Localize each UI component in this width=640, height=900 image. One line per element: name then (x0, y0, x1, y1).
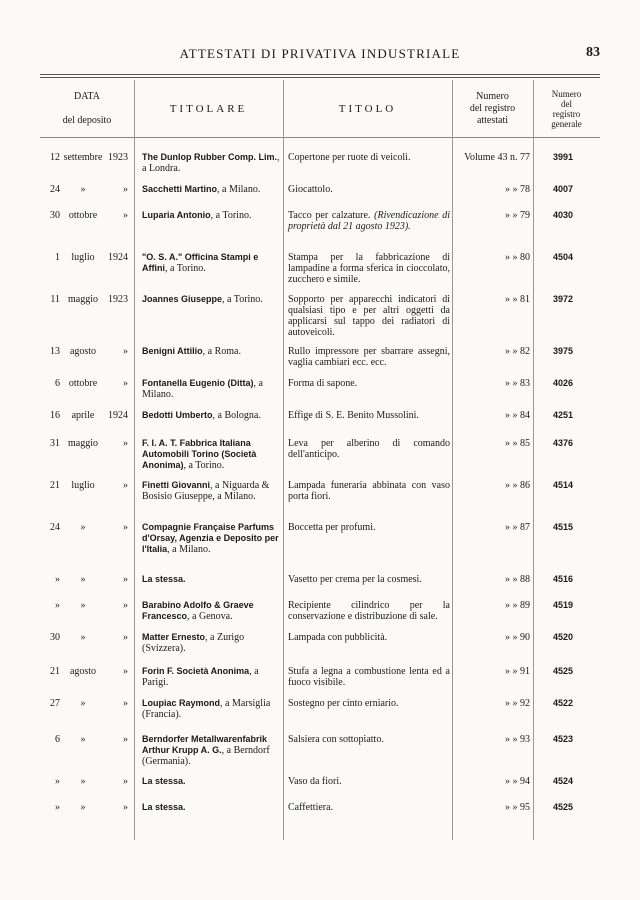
register-number: » » 94 (505, 776, 530, 787)
holder-place: , a Torino. (165, 263, 206, 274)
general-register-number: 4519 (552, 600, 574, 610)
date-year: 1924 (108, 252, 128, 263)
date-year: » (123, 776, 128, 787)
date-month: » (80, 522, 86, 533)
title-cell (288, 252, 450, 285)
holder-name: Compagnie Française Parfums d'Orsay, Agenzia e Deposito per l'Italia (142, 522, 279, 554)
date-year: » (123, 698, 128, 709)
title-text: Tacco per calzature. (288, 210, 375, 221)
column-header-general: Numero del registro generale (551, 89, 582, 129)
date-year: » (123, 734, 128, 745)
holder-cell (142, 252, 282, 274)
register-number: Volume 43 n. 77 (464, 152, 530, 163)
title-cell (288, 184, 450, 195)
deposit-date (46, 184, 130, 195)
holder-cell (142, 438, 282, 471)
top-rule-double (40, 77, 600, 78)
holder-cell (142, 734, 282, 767)
register-number: » » 87 (505, 522, 530, 533)
date-month: » (80, 734, 86, 745)
general-register-number: 3975 (552, 346, 574, 356)
holder-place: , a Torino. (210, 210, 252, 221)
holder-place: , a Genova. (187, 611, 233, 622)
deposit-date (46, 410, 130, 421)
date-year: » (123, 802, 128, 813)
date-year: » (123, 666, 128, 677)
holder-place: , a Milano. (167, 544, 211, 555)
holder-cell (142, 294, 282, 305)
holder-place: , a Marsiglia (Francia). (142, 698, 271, 720)
deposit-date (46, 666, 130, 677)
date-month: » (80, 776, 86, 787)
date-year: » (123, 378, 128, 389)
deposit-date (46, 574, 130, 585)
date-month: settembre (63, 152, 103, 163)
holder-place: , a Berndorf (Germania). (142, 745, 270, 767)
general-register-number: 4030 (552, 210, 574, 220)
register-number: » » 86 (505, 480, 530, 491)
register-number: » » 92 (505, 698, 530, 709)
header-rule (40, 137, 600, 138)
holder-cell (142, 522, 282, 555)
holder-cell (142, 184, 282, 195)
general-register-number: 4376 (552, 438, 574, 448)
page-title: ATTESTATI DI PRIVATIVA INDUSTRIALE (179, 46, 461, 61)
date-month: aprile (71, 410, 95, 421)
holder-name: Barabino Adolfo & Graeve Francesco (142, 600, 254, 621)
deposit-date (46, 438, 130, 449)
date-day: 1 (55, 252, 60, 263)
holder-place: , a Londra. (142, 152, 280, 174)
holder-place: , a Milano. (217, 184, 261, 195)
title-text: Effige di S. E. Benito Mussolini. (288, 410, 419, 421)
holder-place: , a Roma. (202, 346, 241, 357)
holder-name: La stessa. (142, 574, 186, 584)
register-number: » » 91 (505, 666, 530, 677)
deposit-date (46, 346, 130, 357)
title-cell (288, 632, 450, 643)
date-year: » (123, 346, 128, 357)
title-cell (288, 600, 450, 622)
register-number: » » 88 (505, 574, 530, 585)
title-text: Sostegno per cinto erniario. (288, 698, 399, 709)
register-number: » » 81 (505, 294, 530, 305)
holder-name: F. I. A. T. Fabbrica Italiana Automobili Torino (Società Anonima) (142, 438, 257, 470)
holder-cell (142, 666, 282, 688)
date-month: ottobre (68, 210, 98, 221)
holder-place: , a Torino. (222, 294, 263, 305)
title-text: Sopporto per apparecchi indicatori di qualsiasi tipo e per altri oggetti da applicarsi sul tappo dei radiatori di autoveicoli. (288, 294, 450, 338)
holder-place: , a Torino. (183, 460, 225, 471)
date-year: » (123, 210, 128, 221)
title-text: Salsiera con sottopiatto. (288, 734, 384, 745)
holder-name: Fontanella Eugenio (Ditta) (142, 378, 254, 388)
date-year: 1923 (108, 294, 128, 305)
deposit-date (46, 152, 130, 163)
general-register-number: 4515 (552, 522, 574, 532)
deposit-date (46, 802, 130, 813)
title-cell (288, 522, 450, 533)
holder-name: Joannes Giuseppe (142, 294, 223, 304)
deposit-date (46, 698, 130, 709)
date-day: 12 (50, 152, 60, 163)
column-header-title: TITOLO (338, 103, 397, 115)
column-header-date: DATA del deposito (62, 91, 112, 126)
title-cell (288, 294, 450, 338)
date-month: agosto (69, 346, 97, 357)
title-text: Caffettiera. (288, 802, 334, 813)
holder-place: , a Bologna. (212, 410, 261, 421)
date-day: 11 (50, 294, 60, 305)
holder-cell (142, 210, 282, 221)
title-cell (288, 698, 450, 709)
title-text: Recipiente cilindrico per la conservazione e distribuzione di sale. (288, 600, 450, 622)
deposit-date (46, 252, 130, 263)
date-month: maggio (68, 294, 98, 305)
title-text: Boccetta per profumi. (288, 522, 376, 533)
title-cell (288, 346, 450, 368)
general-register-number: 4504 (552, 252, 574, 262)
holder-name: The Dunlop Rubber Comp. Lim. (142, 152, 277, 162)
holder-cell (142, 776, 282, 787)
date-month: » (80, 698, 86, 709)
date-day: 21 (50, 480, 60, 491)
title-cell (288, 152, 450, 163)
general-register-number: 4522 (552, 698, 574, 708)
register-number: » » 85 (505, 438, 530, 449)
date-year: » (123, 600, 128, 611)
date-month: ottobre (68, 378, 98, 389)
date-year: 1924 (108, 410, 128, 421)
column-header-register: Numero del registro attestati (469, 91, 516, 126)
holder-cell (142, 378, 282, 400)
holder-cell (142, 480, 282, 502)
date-day: » (55, 802, 60, 813)
title-cell (288, 210, 450, 232)
date-day: » (55, 574, 60, 585)
general-register-number: 3972 (552, 294, 574, 304)
holder-cell (142, 802, 282, 813)
date-day: 13 (50, 346, 60, 357)
page-number: 83 (586, 45, 600, 60)
general-register-number: 4524 (552, 776, 574, 786)
register-number: » » 90 (505, 632, 530, 643)
holder-cell (142, 600, 282, 622)
title-italic-note: (Rivendicazione di proprietà dal 21 agosto 1923). (288, 210, 451, 232)
holder-name: Finetti Giovanni (142, 480, 211, 490)
holder-cell (142, 698, 282, 720)
title-text: Rullo impressore per sbarrare assegni, vaglia cambiari ecc. ecc. (288, 346, 450, 368)
title-cell (288, 378, 450, 389)
date-day: 30 (50, 632, 60, 643)
register-number: » » 82 (505, 346, 530, 357)
date-day: 24 (50, 522, 60, 533)
title-cell (288, 802, 450, 813)
deposit-date (46, 600, 130, 611)
date-day: » (55, 776, 60, 787)
holder-name: Berndorfer Metallwarenfabrik Arthur Krupp A. G. (142, 734, 268, 755)
general-register-number: 4525 (552, 802, 574, 812)
date-day: 24 (50, 184, 60, 195)
date-month: » (80, 600, 86, 611)
deposit-date (46, 632, 130, 643)
holder-place: , a Niguarda & Bosisio Giuseppe, a Milano. (142, 480, 270, 502)
date-day: 6 (55, 734, 60, 745)
title-cell (288, 776, 450, 787)
title-text: Leva per alberino di comando dell'anticipo. (288, 438, 450, 460)
title-text: Lampada funeraria abbinata con vaso porta fiori. (288, 480, 450, 502)
column-divider (533, 80, 534, 840)
date-year: » (123, 184, 128, 195)
title-cell (288, 480, 450, 502)
date-year: » (123, 632, 128, 643)
title-text: Giocattolo. (288, 184, 333, 195)
holder-cell (142, 152, 282, 174)
date-day: 31 (50, 438, 60, 449)
column-header-holder: TITOLARE (169, 103, 248, 115)
date-year: » (123, 522, 128, 533)
date-day: 21 (50, 666, 60, 677)
deposit-date (46, 522, 130, 533)
general-register-number: 4516 (552, 574, 574, 584)
deposit-date (46, 734, 130, 745)
deposit-date (46, 776, 130, 787)
date-month: luglio (71, 480, 95, 491)
register-number: » » 78 (505, 184, 530, 195)
holder-name: La stessa. (142, 776, 186, 786)
date-year: » (123, 574, 128, 585)
deposit-date (46, 480, 130, 491)
date-day: 16 (50, 410, 60, 421)
date-month: » (80, 632, 86, 643)
register-number: » » 79 (505, 210, 530, 221)
holder-name: Luparia Antonio (142, 210, 211, 220)
general-register-number: 4514 (552, 480, 574, 490)
title-text: Stampa per la fabbricazione di lampadine a forma sferica in cioccolato, zucchero e simile. (288, 252, 450, 285)
date-day: 6 (55, 378, 60, 389)
date-year: » (123, 438, 128, 449)
general-register-number: 4525 (552, 666, 574, 676)
title-cell (288, 410, 450, 421)
date-month: » (80, 574, 86, 585)
title-text: Copertone per ruote di veicoli. (288, 152, 411, 163)
date-month: maggio (68, 438, 98, 449)
register-number: » » 89 (505, 600, 530, 611)
date-day: 27 (50, 698, 60, 709)
deposit-date (46, 378, 130, 389)
title-text: Stufa a legna a combustione lenta ed a fuoco visibile. (288, 666, 450, 688)
holder-place: , a Milano. (142, 378, 263, 400)
deposit-date (46, 210, 130, 221)
holder-place: , a Parigi. (142, 666, 259, 688)
date-year: 1923 (108, 152, 128, 163)
holder-name: "O. S. A." Officina Stampi e Affini (142, 252, 259, 273)
general-register-number: 4251 (552, 410, 574, 420)
holder-cell (142, 574, 282, 585)
holder-name: Loupiac Raymond (142, 698, 221, 708)
general-register-number: 3991 (552, 152, 574, 162)
top-rule (40, 74, 600, 75)
holder-cell (142, 410, 282, 421)
register-number: » » 84 (505, 410, 530, 421)
title-text: Vasetto per crema per la cosmesi. (288, 574, 422, 585)
date-month: » (80, 184, 86, 195)
holder-cell (142, 632, 282, 654)
holder-name: Benigni Attilio (142, 346, 203, 356)
date-month: » (80, 802, 86, 813)
holder-cell (142, 346, 282, 357)
general-register-number: 4026 (552, 378, 574, 388)
column-divider (452, 80, 453, 840)
date-year: » (123, 480, 128, 491)
title-text: Vaso da fiori. (288, 776, 342, 787)
title-cell (288, 666, 450, 688)
holder-name: Sacchetti Martino (142, 184, 218, 194)
date-day: » (55, 600, 60, 611)
date-month: luglio (71, 252, 95, 263)
title-cell (288, 438, 450, 460)
holder-name: Bedotti Umberto (142, 410, 213, 420)
title-cell (288, 574, 450, 585)
deposit-date (46, 294, 130, 305)
title-text: Forma di sapone. (288, 378, 358, 389)
page-header (0, 44, 640, 64)
holder-name: La stessa. (142, 802, 186, 812)
general-register-number: 4520 (552, 632, 574, 642)
holder-name: Forin F. Società Anonima (142, 666, 250, 676)
register-number: » » 93 (505, 734, 530, 745)
register-number: » » 83 (505, 378, 530, 389)
register-number: » » 95 (505, 802, 530, 813)
date-day: 30 (50, 210, 60, 221)
title-text: Lampada con pubblicità. (288, 632, 388, 643)
column-divider (134, 80, 135, 840)
date-month: agosto (69, 666, 97, 677)
general-register-number: 4523 (552, 734, 574, 744)
holder-place: , a Zurigo (Svizzera). (142, 632, 245, 654)
holder-name: Matter Ernesto (142, 632, 206, 642)
general-register-number: 4007 (552, 184, 574, 194)
column-divider (283, 80, 284, 840)
register-number: » » 80 (505, 252, 530, 263)
title-cell (288, 734, 450, 745)
